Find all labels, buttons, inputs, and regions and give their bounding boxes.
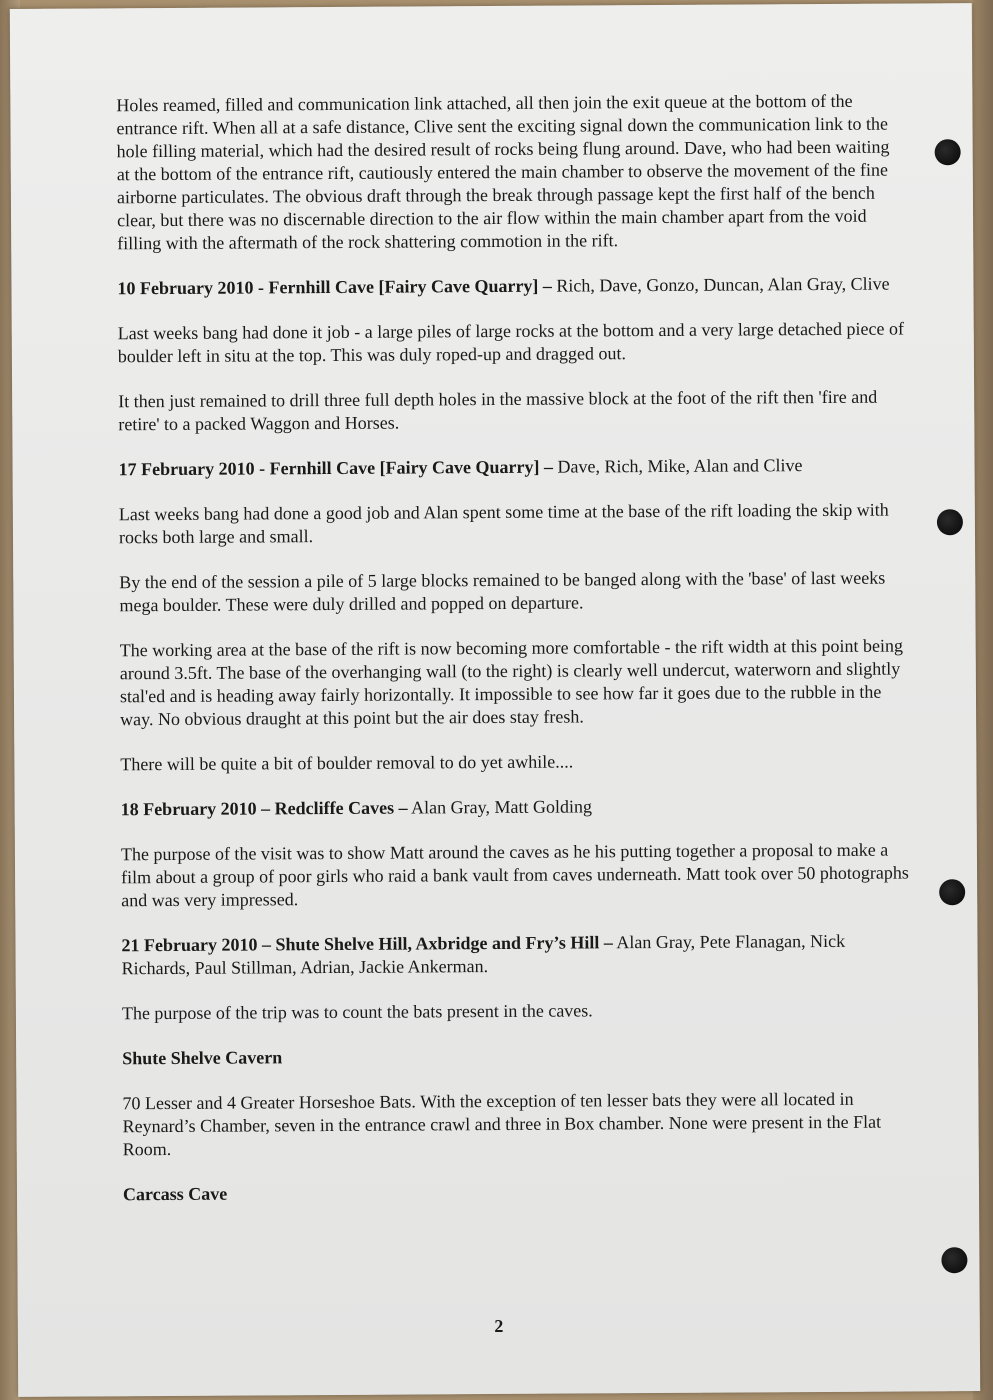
- entry-people: Rich, Dave, Gonzo, Duncan, Alan Gray, Clive: [551, 273, 890, 296]
- paragraph-10-feb-2: It then just remained to drill three full depth holes in the massive block at the foot of the rift then 'fire and retire' to a packed Waggon and Horses.: [118, 386, 878, 435]
- paragraph-21-feb-1: The purpose of the trip was to count the bats present in the caves.: [121, 1000, 593, 1024]
- paragraph-17-feb-1: Last weeks bang had done a good job and Alan spent some time at the base of the rift loading the skip with rocks both large and small.: [118, 499, 889, 548]
- subheading-carcass-cave: Carcass Cave: [122, 1183, 228, 1205]
- entry-title: 21 February 2010 – Shute Shelve Hill, Axbridge and Fry’s Hill –: [121, 932, 613, 956]
- paragraph-17-feb-2: By the end of the session a pile of 5 large blocks remained to be banged along with the 'base' of last weeks mega boulder. These were duly drilled and popped on departure.: [119, 567, 886, 616]
- paragraph-17-feb-3: The working area at the base of the rift is now becoming more comfortable - the rift width at this point being around 3.5ft. The base of the overhanging wall (to the right) is clearly well undercut, waterworn and slightly stal'ed and is heading away fairly horizontally. It impossible to see how far it goes due to the rubble in the way. No obvious draught at this point but the air does stay fresh.: [119, 635, 904, 730]
- paper-page: [10, 3, 980, 1397]
- entry-title: 18 February 2010 – Redcliffe Caves –: [120, 797, 408, 820]
- entry-title: 10 February 2010 - Fernhill Cave [Fairy Cave Quarry] –: [117, 275, 552, 299]
- entry-heading-17-feb: [119, 453, 909, 481]
- punch-hole-icon: [939, 879, 965, 905]
- entry-people: Dave, Rich, Mike, Alan and Clive: [552, 455, 803, 477]
- punch-hole-icon: [941, 1247, 967, 1273]
- page-content: [116, 89, 913, 1228]
- subheading-shute-shelve-cavern: Shute Shelve Cavern: [122, 1047, 283, 1069]
- entry-heading-21-feb: [121, 929, 911, 980]
- paragraph-shute-shelve-cavern: 70 Lesser and 4 Greater Horseshoe Bats. With the exception of ten lesser bats they were all located in Reynard’s Chamber, seven in the entrance crawl and three in Box chamber. None were present in the Flat Room.: [122, 1088, 882, 1160]
- entry-heading-10-feb: [117, 272, 907, 300]
- paragraph-10-feb-1: Last weeks bang had done it job - a large piles of large rocks at the bottom and a very large detached piece of boulder left in situ at the top. This was duly roped-up and dragged out.: [117, 318, 905, 367]
- entry-heading-18-feb: [121, 793, 911, 821]
- paragraph-18-feb-1: The purpose of the visit was to show Matt around the caves as he his putting together a proposal to make a film about a group of poor girls who raid a bank vault from caves underneath. Matt took over 50 photographs and was very impressed.: [120, 839, 909, 911]
- page-number: 2: [494, 1315, 504, 1337]
- paragraph-intro: Holes reamed, filled and communication link attached, all then join the exit queue at the bottom of the entrance rift. When all at a safe distance, Clive sent the exciting signal down the communication link to the hole filling material, which had the desired result of rocks being flung around. Dave, who had been waiting at the bottom of the entrance rift, cautiously entered the main chamber to observe the movement of the fine airborne particulates. The obvious draft through the break through passage kept the first half of the bench clear, but there was no discernable direction to the air flow within the main chamber apart from the void filling with the aftermath of the rock shattering commotion in the rift.: [116, 90, 890, 254]
- entry-people: Alan Gray, Pete Flanagan, Nick Richards, Paul Stillman, Adrian, Jackie Ankerman.: [121, 930, 846, 979]
- punch-hole-icon: [935, 139, 961, 165]
- entry-title: 17 February 2010 - Fernhill Cave [Fairy Cave Quarry] –: [118, 456, 554, 480]
- punch-hole-icon: [937, 509, 963, 535]
- paragraph-17-feb-4: There will be quite a bit of boulder removal to do yet awhile....: [120, 751, 574, 775]
- entry-people: Alan Gray, Matt Golding: [407, 796, 592, 818]
